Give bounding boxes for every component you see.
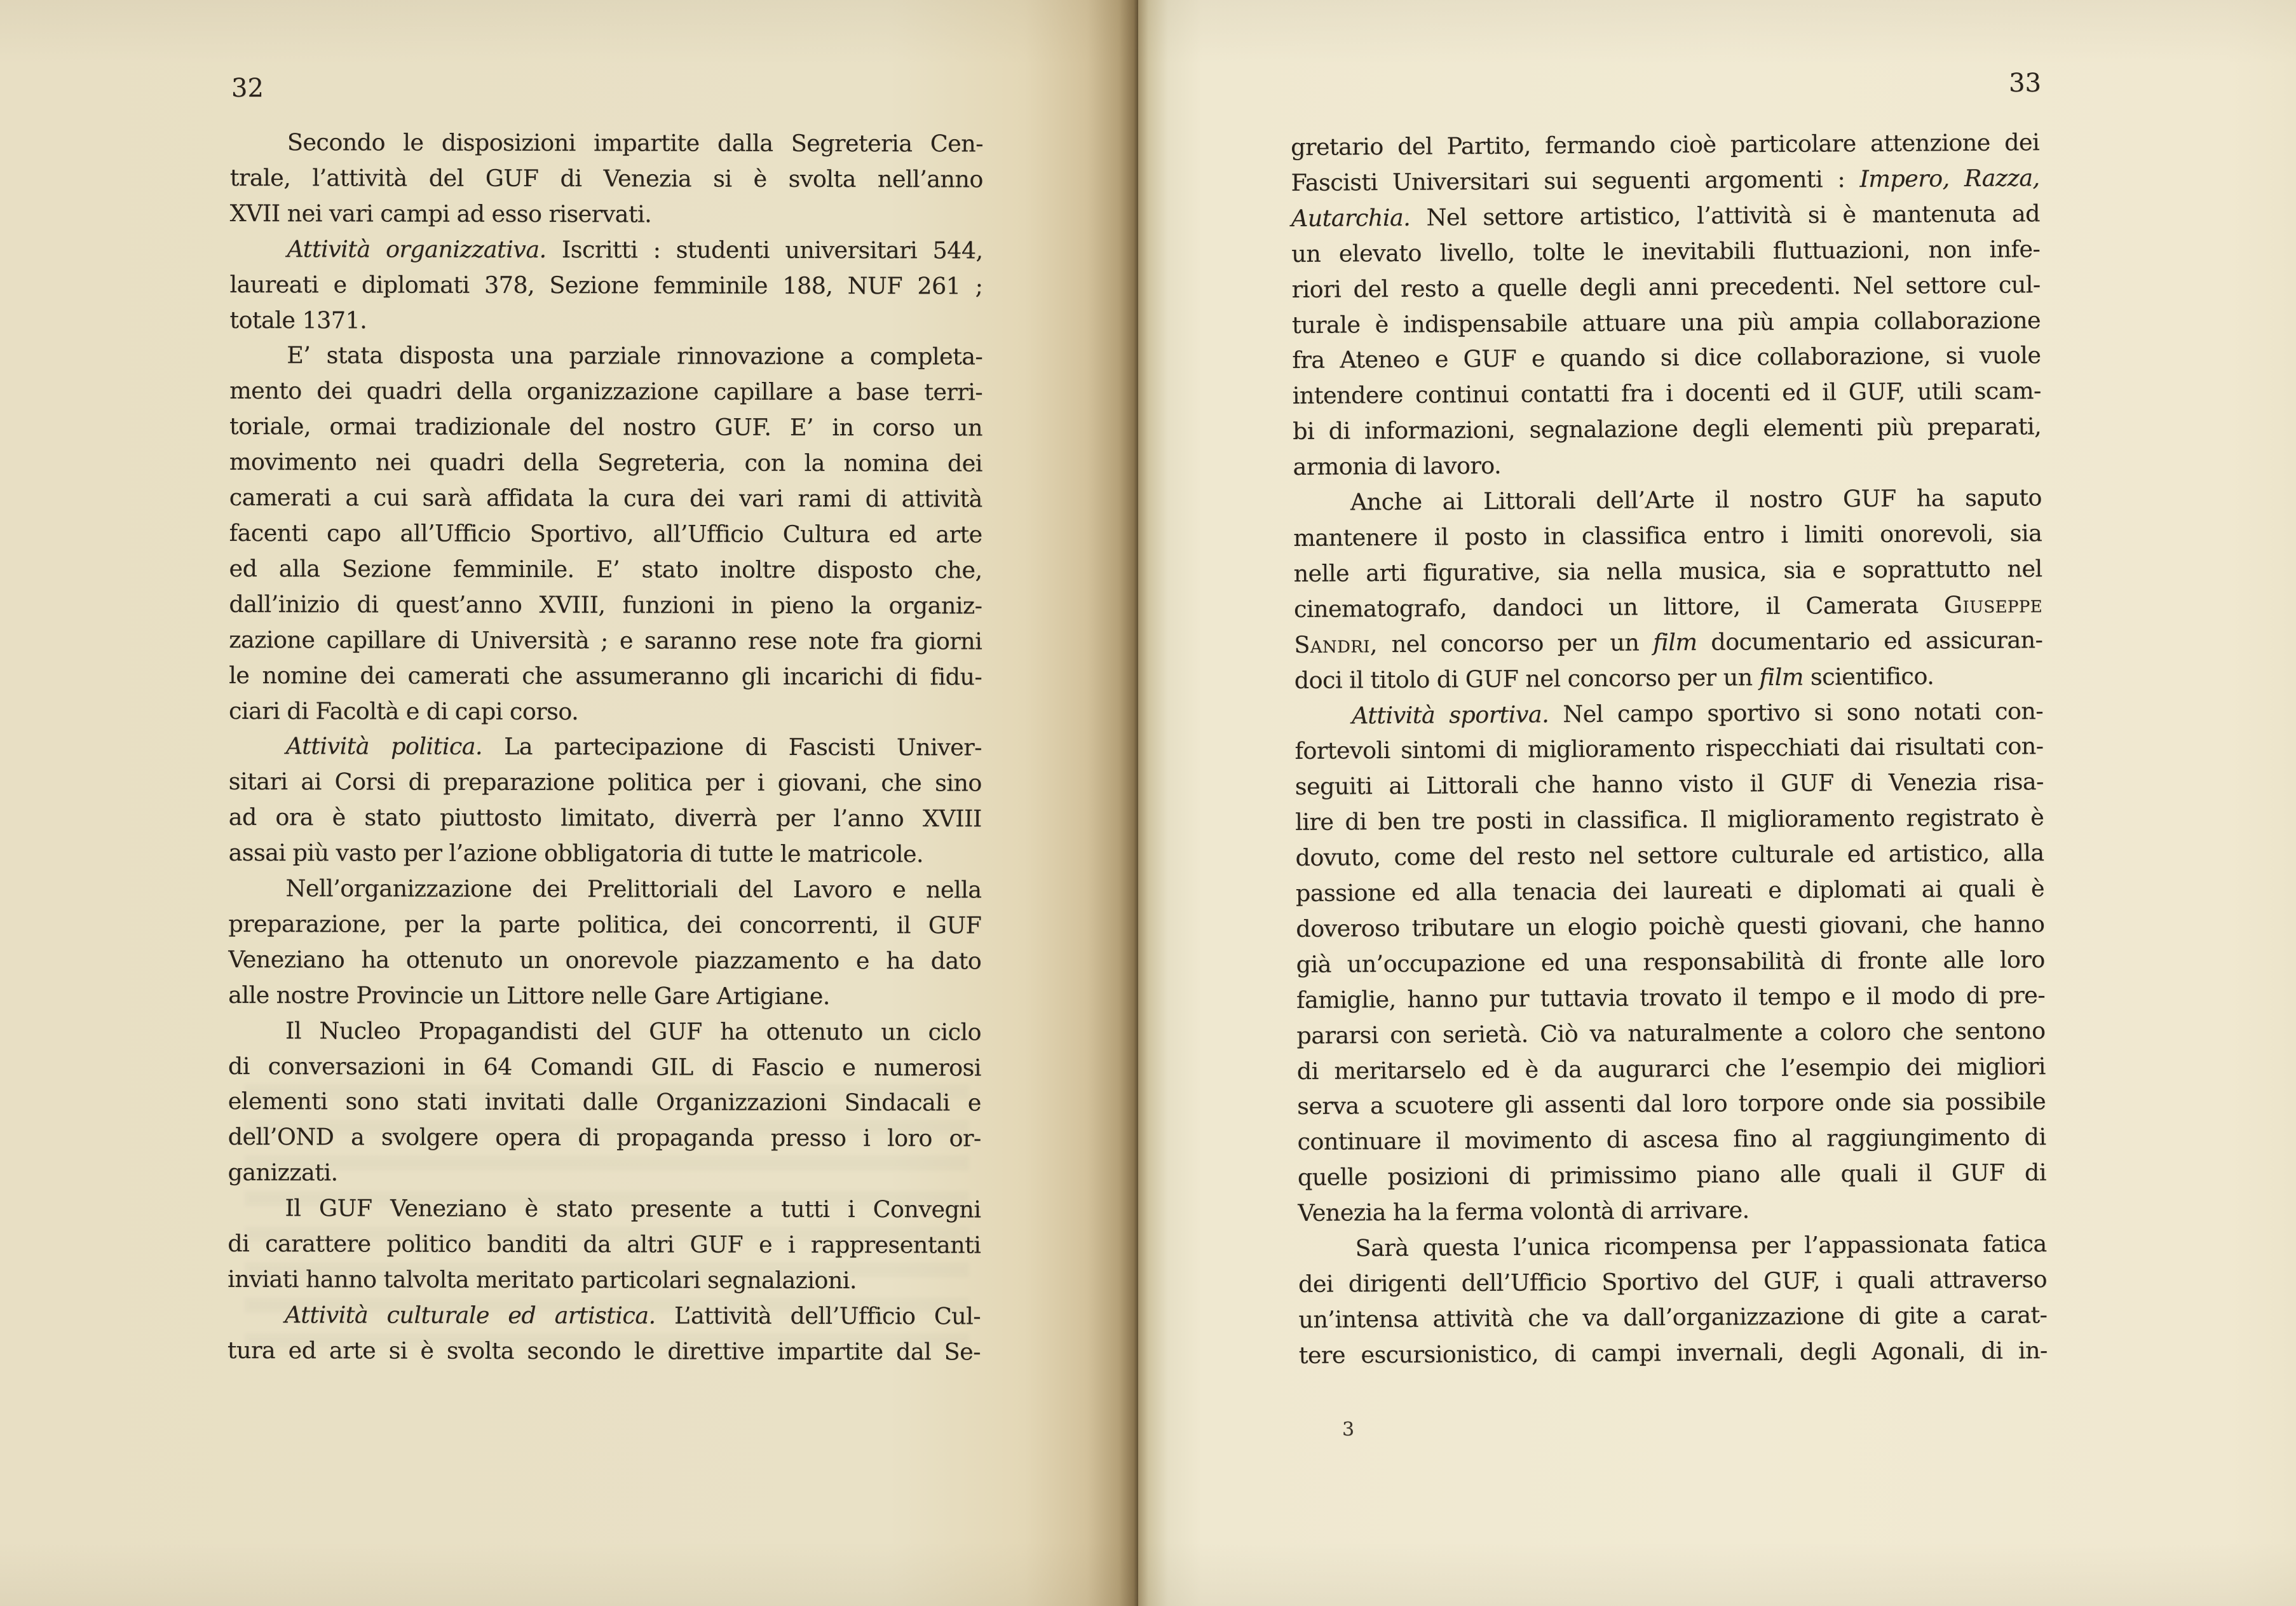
text-line: nelle arti figurative, sia nella musica, sia e soprattutto nel <box>1293 555 2042 587</box>
text-line: XVII nei vari campi ad esso riservati. <box>229 199 652 228</box>
text-line: bi di informazioni, segnalazione degli elementi più preparati, <box>1293 412 2042 446</box>
text-line: trale, l’attività del GUF di Venezia si è svolta nell’anno <box>229 163 983 193</box>
text-line: di conversazioni in 64 Comandi GIL di Fascio e numerosi <box>228 1052 981 1082</box>
text-line: Autarchia. Nel settore artistico, l’attività si è mantenuta ad <box>1291 199 2041 232</box>
page-number-right: 33 <box>2009 69 2041 98</box>
right-page-text-column <box>1291 125 2048 1373</box>
text-line: tura ed arte si è svolta secondo le direttive impartite dal Se- <box>227 1336 981 1366</box>
paragraph <box>229 728 982 872</box>
small-caps-name: Sandri, <box>1294 630 1378 658</box>
paragraph <box>229 231 982 339</box>
text-line: dell’OND a svolgere opera di propaganda presso i loro or- <box>228 1123 981 1152</box>
small-caps-name: Giuseppe <box>1943 590 2043 618</box>
text-line: Il GUF Veneziano è stato presente a tutti i Convegni <box>285 1194 981 1223</box>
text-line: di meritarselo ed è da augurarci che l’esempio dei migliori <box>1296 1052 2046 1085</box>
text-line: turale è indispensabile attuare una più ampia collaborazione <box>1291 306 2041 339</box>
text-line: E’ stata disposta una parziale rinnovazione a completa- <box>287 341 983 371</box>
text-line: Attività organizzativa. Iscritti : studenti universitari 544, <box>287 235 983 264</box>
text-line: assai più vasto per l’azione obbligatoria di tutte le matricole. <box>228 839 924 868</box>
text-line: fortevoli sintomi di miglioramento rispecchiati dai risultati con- <box>1294 732 2044 765</box>
text-line: alle nostre Provincie un Littore nelle Gare Artigiane. <box>228 981 830 1010</box>
text-line: ad ora è stato piuttosto limitato, diverrà per l’anno XVIII <box>228 803 982 833</box>
text-line: zazione capillare di Università ; e saranno rese note fra giorni <box>229 625 982 655</box>
text-line: seguiti ai Littorali che hanno visto il GUF di Venezia risa- <box>1294 768 2044 801</box>
text-line: Sandri, nel concorso per un film documentario ed assicuran- <box>1294 625 2043 658</box>
text-line: preparazione, per la parte politica, dei concorrenti, il GUF <box>228 909 982 939</box>
paragraph <box>228 1297 981 1370</box>
page-number-left: 32 <box>231 74 264 103</box>
paragraph <box>1293 480 2043 698</box>
text-line: Attività sportiva. Nel campo sportivo si sono notati con- <box>1351 697 2044 729</box>
text-line: passione ed alla tenacia dei laureati e diplomati ai quali è <box>1295 874 2045 908</box>
text-line: totale 1371. <box>229 306 367 334</box>
text-line: tere escursionistico, di campi invernali, degli Agonali, di in- <box>1298 1336 2048 1369</box>
text-line: di carattere politico banditi da altri GUF e i rappresentanti <box>228 1230 981 1259</box>
text-line: Attività culturale ed artistica. L’attività dell’Ufficio Cul- <box>285 1301 981 1330</box>
paragraph <box>229 337 982 730</box>
text-line: lire di ben tre posti in classifica. Il miglioramento registrato è <box>1295 803 2044 836</box>
text-line: mantenere il posto in classifica entro i limiti onorevoli, sia <box>1293 519 2042 552</box>
text-line: movimento nei quadri della Segreteria, con la nomina dei <box>229 448 982 477</box>
signature-mark: 3 <box>1342 1419 1355 1441</box>
text-line: Nell’organizzazione dei Prelittoriali del Lavoro e nella <box>285 874 982 904</box>
paragraph <box>1294 693 2047 1231</box>
text-line: Attività politica. La partecipazione di Fascisti Univer- <box>285 732 982 761</box>
text-line: fra Ateneo e GUF e quando si dice collaborazione, si vuole <box>1292 341 2041 374</box>
text-line: facenti capo all’Ufficio Sportivo, all’Ufficio Cultura ed arte <box>229 519 982 548</box>
text-line: già un’occupazione ed una responsabilità di fronte alle loro <box>1296 946 2045 978</box>
text-line: mento dei quadri della organizzazione capillare a base terri- <box>229 377 983 406</box>
text-line: Venezia ha la ferma volontà di arrivare. <box>1298 1196 1749 1227</box>
text-line: continuare il movimento di ascesa fino al raggiungimento di <box>1297 1123 2046 1156</box>
text-line: sitari ai Corsi di preparazione politica per i giovani, che sino <box>228 768 982 797</box>
text-line: dall’inizio di quest’anno XVIII, funzioni in pieno la organiz- <box>229 590 982 620</box>
text-line: quelle posizioni di primissimo piano alle quali il GUF di <box>1297 1159 2047 1192</box>
text-line: Fascisti Universitari sui seguenti argomenti : Impero, Razza, <box>1291 164 2040 196</box>
text-line: riori del resto a quelle degli anni precedenti. Nel settore cul- <box>1291 270 2041 303</box>
text-line: intendere continui contatti fra i docenti ed il GUF, utili scam- <box>1292 377 2041 410</box>
text-line: Anche ai Littorali dell’Arte il nostro GUF ha saputo <box>1350 484 2042 516</box>
text-line: ganizzati. <box>228 1159 338 1187</box>
paragraph <box>1298 1226 2047 1373</box>
text-line: le nomine dei camerati che assumeranno gli incarichi di fidu- <box>229 661 982 691</box>
text-line: Secondo le disposizioni impartite dalla Segreteria Cen- <box>287 128 983 158</box>
text-line: Veneziano ha ottenuto un onorevole piazzamento e ha dato <box>228 945 982 975</box>
text-line: inviati hanno talvolta meritato particolari segnalazioni. <box>228 1265 857 1295</box>
left-page-text-column <box>228 125 983 1370</box>
text-line: ed alla Sezione femminile. E’ stato inoltre disposto che, <box>229 554 982 584</box>
text-line: camerati a cui sarà affidata la cura dei vari rami di attività <box>229 484 982 513</box>
text-line: un elevato livello, tolte le inevitabili fluttuazioni, non infe- <box>1291 235 2041 268</box>
text-line: doveroso tributare un elogio poichè questi giovani, che hanno <box>1296 910 2045 943</box>
text-line: un’intensa attività che va dall’organizzazione di gite a carat- <box>1298 1301 2048 1333</box>
text-line: pararsi con serietà. Ciò va naturalmente a coloro che sentono <box>1296 1016 2046 1049</box>
text-line: cinematografo, dandoci un littore, il Camerata Giuseppe <box>1293 590 2043 623</box>
text-line: armonia di lavoro. <box>1293 451 1502 481</box>
text-line: Sarà questa l’unica ricompensa per l’appassionata fatica <box>1355 1230 2047 1262</box>
text-line: dovuto, come del resto nel settore culturale ed artistico, alla <box>1295 839 2044 872</box>
text-line: toriale, ormai tradizionale del nostro GUF. E’ in corso un <box>229 412 983 442</box>
paragraph <box>228 871 981 1014</box>
text-line: dei dirigenti dell’Ufficio Sportivo del GUF, i quali attraverso <box>1298 1265 2048 1298</box>
text-line: ciari di Facoltà e di capi corso. <box>229 697 579 725</box>
text-line: gretario del Partito, fermando cioè particolare attenzione dei <box>1291 128 2040 161</box>
text-line: laureati e diplomati 378, Sezione femminile 188, NUF 261 ; <box>229 270 983 300</box>
text-line: elementi sono stati invitati dalle Organizzazioni Sindacali e <box>228 1087 981 1117</box>
paragraph <box>1291 125 2042 485</box>
paragraph <box>228 1190 981 1298</box>
text-line: doci il titolo di GUF nel concorso per un film scientifico. <box>1294 662 1934 694</box>
paragraph <box>228 1013 981 1192</box>
paragraph <box>230 125 983 233</box>
text-line: Il Nucleo Propagandisti del GUF ha ottenuto un ciclo <box>285 1016 982 1046</box>
text-line: serva a scuotere gli assenti dal loro torpore onde sia possibile <box>1297 1087 2046 1120</box>
text-line: famiglie, hanno pur tuttavia trovato il tempo e il modo di pre- <box>1296 981 2046 1014</box>
